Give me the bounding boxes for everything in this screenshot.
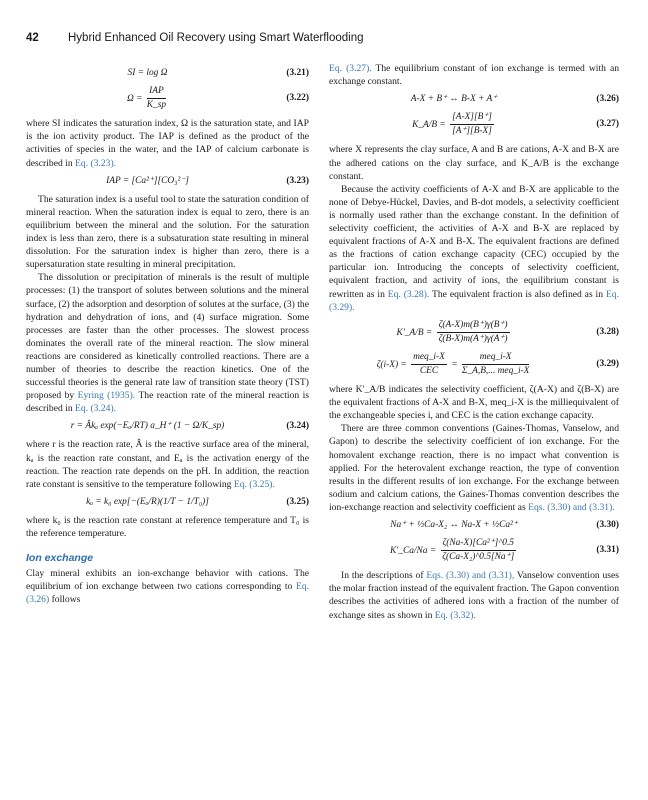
equation-link[interactable]: Eq. (3.32). (434, 609, 476, 621)
equation-3-23: IAP = [Ca²⁺][CO₃²⁻] (3.23) (106, 175, 309, 186)
paragraph: where K′_A/B indicates the selectivity coefficient, ζ(A-X) and ζ(B-X) are the equivalent fractions of A-X and B-X, meq_i-X is the milliequivalent of the exchangeable species i, and CEC is the cation exchange capacity. (329, 384, 619, 422)
paragraph: where X represents the clay surface, A and B are cations, A-X and B-X are the adhered cations on the clay surface, and K_A/B is the exchange constant. (329, 144, 619, 182)
equation-3-30: Na⁺ + ½Ca-X₂ ↔ Na-X + ½Ca²⁺ (3.30) (390, 520, 619, 530)
equation-3-25: kₐ = k₀ exp[−(Eₐ/R)(1/T − 1/T₀)] (3.25) (86, 496, 309, 507)
equation-link[interactable]: Eqs. (3.30) and (3.31). (528, 501, 615, 513)
paragraph: where r is the reaction rate, Â is the reactive surface area of the mineral, kₐ is the reaction rate constant, and Eₐ is the activation energy of the reaction. The reaction rate depends on the pH. In addition, the reaction rate constant is sensitive to the temperature following Eq. (3.25). (26, 439, 309, 490)
equation-link[interactable]: Eqs. (3.30) and (3.31), (426, 570, 515, 582)
equation-link[interactable]: Eq. (3.27). (329, 63, 372, 74)
paragraph: Clay mineral exhibits an ion-exchange behavior with cations. The equilibrium of ion exchange between two cations corresponding to Eq. (3.26) follows (26, 568, 310, 606)
paragraph: The dissolution or precipitation of minerals is the result of multiple processes: (1) the transport of solutes between solutions and the mineral surface, (2) the adsorption and desorption of solutes at the surface, (3) the hydration and dehydration of ions, and (4) surface migration. Some processes are faster than the other processes. The slowest process dominates the overall rate of the mineral reaction. The slow mineral reactions are considered as kinetically controlled reactions. There are a number of theories to describe the reaction kinetics. One of the successful theories is the general rate law of transition state theory (TST) proposed by Eyring (1935). The reaction rate of the mineral reaction is described in Eq. (3.24). (26, 272, 309, 415)
left-column (26, 62, 309, 606)
equation-link[interactable]: Eq. (3.25). (233, 478, 275, 490)
paragraph: The saturation index is a useful tool to state the saturation condition of mineral reaction. When the saturation index is equal to zero, there is an equilibrium between the mineral and the solution. For the saturation index is less than zero, there is a subsaturation state resulting in mineral dissolution. For the saturation index is higher than zero, there is a supersaturation state resulting in mineral precipitation. (26, 193, 309, 271)
equation-link[interactable]: Eq. (3.29). (329, 288, 619, 313)
equation-link[interactable]: Eq. (3.26) (26, 581, 310, 606)
equation-3-27: K_A/B = $\frac{[A-X][B^+]}{[A^+][B-X]}$ (3.27) (412, 112, 619, 137)
page-number: 42 (26, 32, 39, 44)
equation-3-21: SI = log Ω (3.21) (127, 68, 309, 78)
paragraph: where SI indicates the saturation index, Ω is the saturation state, and IAP is the ion activity product. The IAP is defined as the product of the activities of species in the water, and the IAP of calcium carbonate is described in Eq. (3.23). (26, 118, 309, 169)
citation-link[interactable]: Eyring (1935). (77, 390, 136, 402)
equation-link[interactable]: Eq. (3.28). (387, 288, 430, 300)
equation-3-24: r = Âkₐ exp(−Eₐ/RT) a_H⁺ (1 − Ω/K_sp) (3.24) (70, 421, 309, 432)
running-title: Hybrid Enhanced Oil Recovery using Smart Waterflooding (68, 32, 364, 44)
paragraph: There are three common conventions (Gaines-Thomas, Vanselow, and Gapon) to describe the selectivity coefficient of ion exchange. For the homovalent exchange reaction, there is no impact what convention is applied. For the heterovalent exchange reaction, the type of convention results in the different results of ion exchange. For the exchange between sodium and calcium cations, the Gaines-Thomas convention describes the ion-exchange reaction and selectivity coefficient as Eqs. (3.30) and (3.31). (329, 423, 619, 513)
equation-3-29: ζ(i-X) = $\frac{\text{meq\_i-X}}{\text{CEC}}$ = $\frac{\text{meq\_i-X}}{\text{Σ\_A,B,... meq\_i-X}}$ (3.29) (376, 351, 619, 376)
paragraph: Because the activity coefficients of A-X and B-X are applicable to the none of Debye-Hückel, Davies, and B-dot models, a selectivity coefficient is normally used rather than the exchange constant. In the definition of selectivity coefficient, the activities of A-X and B-X are replaced by equivalent fractions of A-X and B-X. The equivalent fractions are defined as the fractions of cation exchange capacity (CEC) occupied by the particular ion. Introducing the concepts of selectivity coefficient, equivalent fraction, and activity of ions, the equilibrium constant is rewritten as in Eq. (3.28). The equivalent fraction is also defined as in Eq. (3.29). (329, 183, 619, 313)
equation-3-28: K′_A/B = $\frac{\zeta(A-X)m(B^+)\gamma(B^+)}{\zeta(B-X)m(A^+)\gamma(A^+)}$ (3.28) (396, 319, 619, 344)
equation-3-31: K′_Ca/Na = $\frac{\text{ζ(Na-X)[Ca²⁺]\textasciicircum{}0.5}}{\text{ζ(Ca-X₂)\textasciicircum{}0.5[Na⁺]}}$ (3.31) (390, 538, 619, 563)
paragraph: where k₀ is the reaction rate constant at reference temperature and T₀ is the reference temperature. (26, 514, 309, 539)
equation-3-22: Ω = $\frac{\text{IAP}}{K\_sp}$ (3.22) (126, 86, 309, 111)
section-heading: Ion exchange (26, 552, 94, 565)
equation-link[interactable]: Eq. (3.23). (75, 157, 117, 169)
equation-3-26: A-X + B⁺ ↔ B-X + A⁺ (3.26) (410, 94, 619, 105)
right-column (329, 62, 619, 622)
page-header (26, 32, 364, 44)
equation-link[interactable]: Eq. (3.24). (75, 403, 117, 415)
paragraph: In the descriptions of Eqs. (3.30) and (3.31), Vanselow convention uses the molar fraction instead of the equivalent fraction. The Gapon convention describes the activities of adhered ions with a fraction of the number of exchange sites as shown in Eq. (3.32). (329, 570, 620, 621)
paragraph: Eq. (3.27). The equilibrium constant of ion exchange is termed with an exchange constant. (329, 63, 619, 88)
